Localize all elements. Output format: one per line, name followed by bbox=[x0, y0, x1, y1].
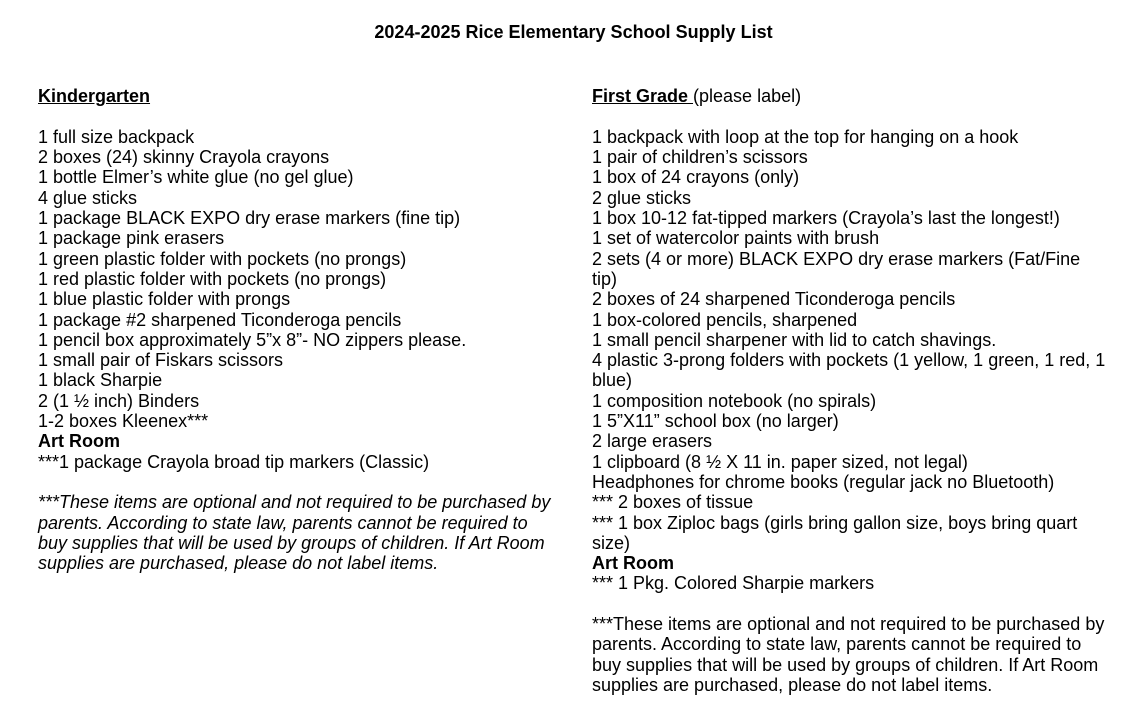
kindergarten-art-room-heading: Art Room bbox=[38, 431, 120, 452]
supply-item: 4 glue sticks bbox=[38, 187, 138, 208]
supply-item: 2 large erasers bbox=[592, 431, 713, 452]
supply-item: *** 1 box Ziploc bags (girls bring gallon size, boys bring quart size) bbox=[592, 512, 1078, 553]
supply-item: 2 (1 ½ inch) Binders bbox=[38, 390, 200, 411]
first-grade-heading-note: (please label) bbox=[693, 86, 802, 107]
supply-item: 1 black Sharpie bbox=[38, 370, 163, 391]
supply-item: 2 boxes (24) skinny Crayola crayons bbox=[38, 147, 330, 168]
first-grade-heading: First Grade bbox=[592, 86, 694, 107]
supply-list-columns bbox=[0, 86, 1147, 695]
supply-item: 1 composition notebook (no spirals) bbox=[592, 390, 877, 411]
supply-item: 1 green plastic folder with pockets (no prongs) bbox=[38, 248, 407, 269]
supply-item: 1 box 10-12 fat-tipped markers (Crayola’s last the longest!) bbox=[592, 208, 1060, 229]
supply-item: 1 pair of children’s scissors bbox=[592, 147, 808, 168]
first-grade-heading-line bbox=[592, 86, 1108, 106]
supply-item: 2 glue sticks bbox=[592, 187, 692, 208]
supply-item: 4 plastic 3-prong folders with pockets (1 yellow, 1 green, 1 red, 1 blue) bbox=[592, 350, 1106, 391]
first-grade-items bbox=[592, 127, 1108, 553]
first-grade-optional-note: ***These items are optional and not required to be purchased by parents. According to state law, parents cannot be required to buy supplies that will be used by groups of children. If Art Room supplies are purchased, please do not label items. bbox=[592, 614, 1105, 695]
kindergarten-art-room-items bbox=[38, 452, 556, 472]
supply-item: 1 small pair of Fiskars scissors bbox=[38, 350, 284, 371]
first-grade-art-room-heading: Art Room bbox=[592, 553, 674, 574]
supply-item: 1 red plastic folder with pockets (no prongs) bbox=[38, 268, 387, 289]
kindergarten-column bbox=[38, 86, 556, 695]
supply-item: 1 box-colored pencils, sharpened bbox=[592, 309, 858, 330]
page-title: 2024-2025 Rice Elementary School Supply List bbox=[374, 22, 773, 42]
first-grade-art-room-items bbox=[592, 573, 1108, 593]
supply-item: 1 backpack with loop at the top for hanging on a hook bbox=[592, 126, 1019, 147]
kindergarten-heading-line bbox=[38, 86, 556, 106]
supply-item: 1 set of watercolor paints with brush bbox=[592, 228, 880, 249]
supply-item: 1 full size backpack bbox=[38, 126, 195, 147]
supply-item: 1 box of 24 crayons (only) bbox=[592, 167, 800, 188]
supply-item: *** 2 boxes of tissue bbox=[592, 492, 754, 513]
supply-item: 1-2 boxes Kleenex*** bbox=[38, 411, 209, 432]
supply-item: 1 blue plastic folder with prongs bbox=[38, 289, 291, 310]
supply-item: 1 small pencil sharpener with lid to catch shavings. bbox=[592, 329, 997, 350]
first-grade-column bbox=[592, 86, 1108, 695]
supply-item: 1 package #2 sharpened Ticonderoga pencils bbox=[38, 309, 402, 330]
supply-item: 1 clipboard (8 ½ X 11 in. paper sized, not legal) bbox=[592, 451, 968, 472]
supply-item: 1 bottle Elmer’s white glue (no gel glue) bbox=[38, 167, 354, 188]
kindergarten-optional-note: ***These items are optional and not required to be purchased by parents. According to state law, parents cannot be required to buy supplies that will be used by groups of children. If Art Room supplies are purchased, please do not label items. bbox=[38, 492, 551, 574]
art-room-item: ***1 package Crayola broad tip markers (Classic) bbox=[38, 451, 430, 472]
supply-item: 1 package pink erasers bbox=[38, 228, 225, 249]
art-room-item: *** 1 Pkg. Colored Sharpie markers bbox=[592, 573, 875, 594]
supply-item: 1 pencil box approximately 5”x 8”- NO zippers please. bbox=[38, 329, 467, 350]
supply-item: 1 package BLACK EXPO dry erase markers (fine tip) bbox=[38, 208, 461, 229]
supply-item: 2 boxes of 24 sharpened Ticonderoga pencils bbox=[592, 289, 956, 310]
supply-item: 2 sets (4 or more) BLACK EXPO dry erase markers (Fat/Fine tip) bbox=[592, 248, 1081, 289]
kindergarten-items bbox=[38, 127, 556, 431]
kindergarten-heading: Kindergarten bbox=[38, 86, 151, 107]
supply-item: Headphones for chrome books (regular jack no Bluetooth) bbox=[592, 471, 1055, 492]
supply-item: 1 5”X11” school box (no larger) bbox=[592, 411, 839, 432]
